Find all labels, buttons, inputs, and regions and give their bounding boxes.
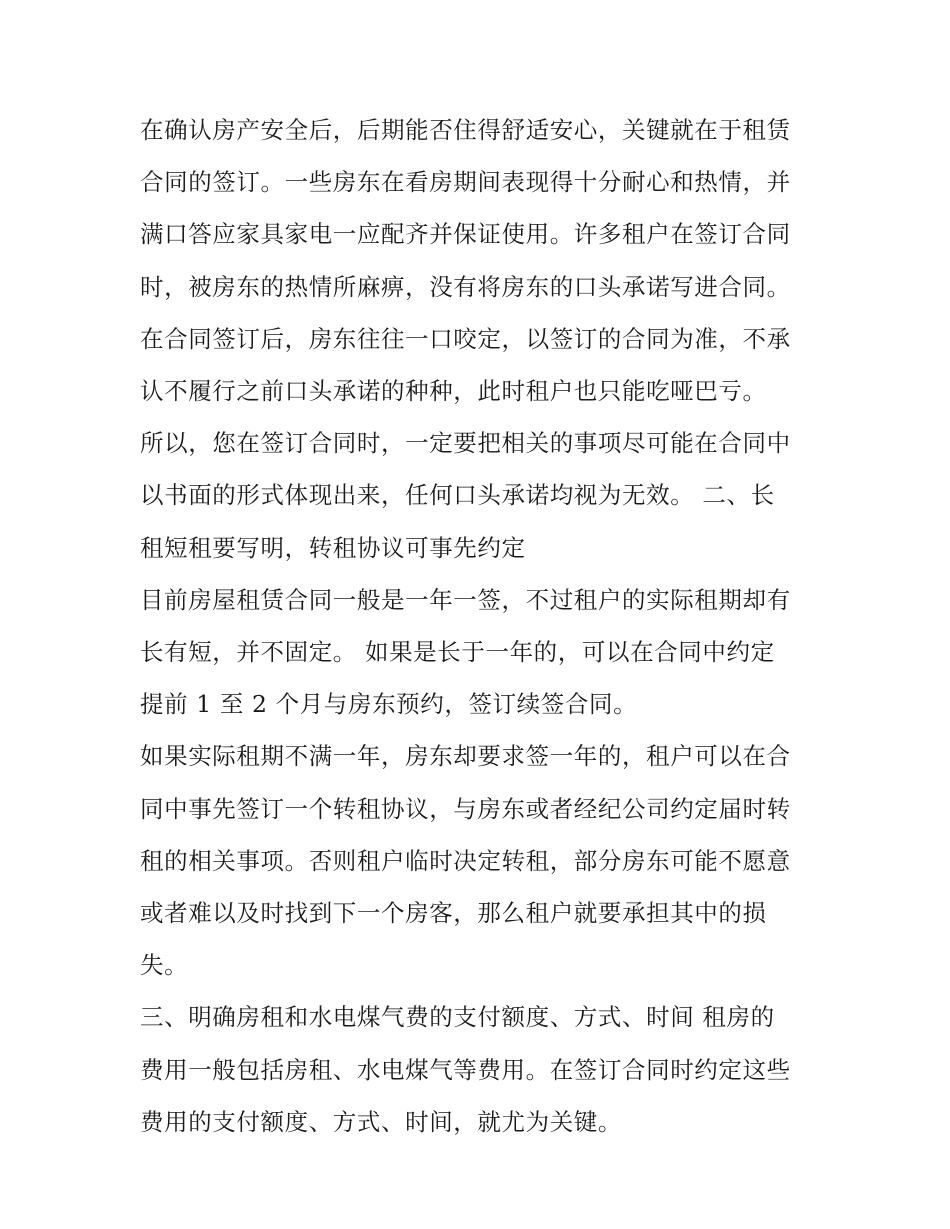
- text-line: 时，被房东的热情所麻痹，没有将房东的口头承诺写进合同。: [140, 272, 791, 301]
- paragraph-2: [140, 417, 816, 574]
- text-line: 或者难以及时找到下一个房客，那么租户就要承担其中的损: [140, 899, 767, 928]
- text-line: 如果实际租期不满一年，房东却要求签一年的，租户可以在合: [140, 742, 791, 771]
- text-line: 提前 1 至 2 个月与房东预约，签订续签合同。: [140, 690, 638, 719]
- text-line: 满口答应家具家电一应配齐并保证使用。许多租户在签订合同: [140, 220, 791, 249]
- text-line: 所以，您在签订合同时，一定要把相关的事项尽可能在合同中: [140, 429, 791, 458]
- paragraph-1: [140, 104, 816, 417]
- text-line: 目前房屋租赁合同一般是一年一签，不过租户的实际租期却有: [140, 585, 791, 614]
- text-line: 租短租要写明，转租协议可事先约定: [140, 533, 526, 562]
- paragraph-4: [140, 730, 816, 991]
- text-line: 合同的签订。一些房东在看房期间表现得十分耐心和热情，并: [140, 168, 791, 197]
- text-line: 认不履行之前口头承诺的种种，此时租户也只能吃哑巴亏。: [140, 377, 767, 406]
- text-line: 以书面的形式体现出来，任何口头承诺均视为无效。 二、长: [140, 481, 775, 510]
- text-line: 租的相关事项。否则租户临时决定转租，部分房东可能不愿意: [140, 846, 791, 875]
- paragraph-5: [140, 991, 816, 1148]
- text-line: 费用一般包括房租、水电煤气等费用。在签订合同时约定这些: [140, 1055, 791, 1084]
- document-body: [140, 104, 816, 1148]
- paragraph-3: [140, 574, 816, 731]
- text-line: 长有短，并不固定。 如果是长于一年的，可以在合同中约定: [140, 638, 775, 667]
- text-line: 三、明确房租和水电煤气费的支付额度、方式、时间 租房的: [140, 1003, 775, 1032]
- text-line: 在确认房产安全后，后期能否住得舒适安心，关键就在于租赁: [140, 116, 791, 144]
- text-line: 在合同签订后，房东往往一口咬定，以签订的合同为准，不承: [140, 324, 791, 353]
- text-line: 同中事先签订一个转租协议，与房东或者经纪公司约定届时转: [140, 794, 791, 823]
- text-line: 失。: [140, 951, 189, 980]
- text-line: 费用的支付额度、方式、时间，就尤为关键。: [140, 1107, 622, 1136]
